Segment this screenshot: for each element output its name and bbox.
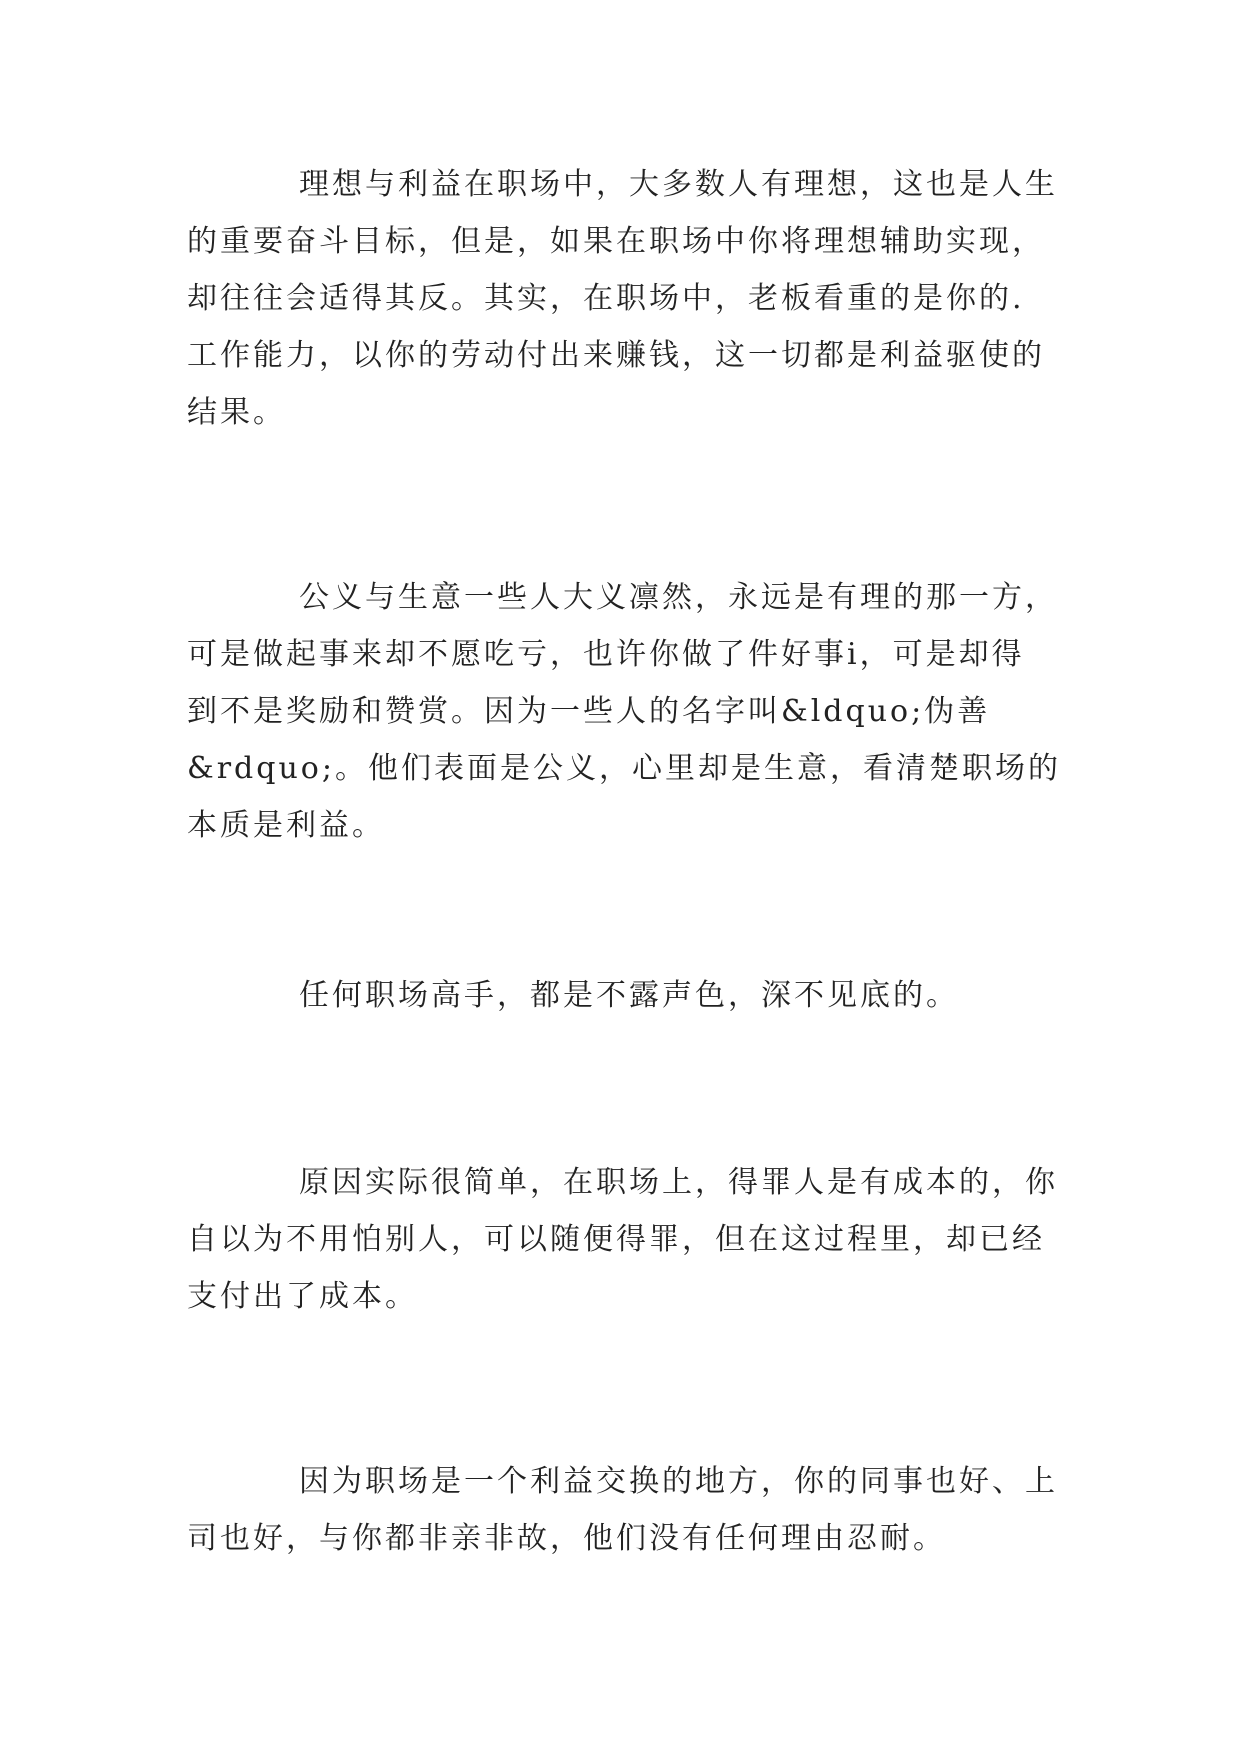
paragraph-line: 结果。 (187, 395, 286, 430)
paragraph-line: 自以为不用怕别人，可以随便得罪，但在这过程里，却已经 (187, 1222, 1045, 1257)
paragraph-line: 因为职场是一个利益交换的地方，你的同事也好、上 (299, 1464, 1058, 1499)
paragraph-line: 支付出了成本。 (187, 1279, 418, 1314)
paragraph-line: &rdquo;。他们表面是公义，心里却是生意，看清楚职场的 (187, 751, 1061, 786)
paragraph-ideal-and-interest (187, 156, 1067, 441)
paragraph-line: 本质是利益。 (187, 808, 385, 843)
paragraph-interest-exchange (187, 1453, 1067, 1567)
paragraph-cost-of-offending (187, 1154, 1067, 1325)
paragraph-line: 到不是奖励和赞赏。因为一些人的名字叫&ldquo;伪善 (187, 694, 991, 729)
paragraph-line: 的重要奋斗目标，但是，如果在职场中你将理想辅助实现， (187, 224, 1045, 259)
paragraph-line: 却往往会适得其反。其实，在职场中，老板看重的是你的. (187, 281, 1025, 316)
paragraph-line: 理想与利益在职场中，大多数人有理想，这也是人生 (299, 167, 1058, 202)
paragraph-line: 原因实际很简单，在职场上，得罪人是有成本的，你 (299, 1165, 1058, 1200)
paragraph-line: 工作能力，以你的劳动付出来赚钱，这一切都是利益驱使的 (187, 338, 1045, 373)
paragraph-workplace-experts (187, 967, 1067, 1024)
paragraph-line: 公义与生意一些人大义凛然，永远是有理的那一方， (299, 580, 1058, 615)
paragraph-line: 任何职场高手，都是不露声色，深不见底的。 (299, 978, 959, 1013)
paragraph-line: 可是做起事来却不愿吃亏，也许你做了件好事i，可是却得 (187, 637, 1025, 672)
paragraph-justice-and-business (187, 569, 1067, 854)
paragraph-line: 司也好，与你都非亲非故，他们没有任何理由忍耐。 (187, 1521, 946, 1556)
